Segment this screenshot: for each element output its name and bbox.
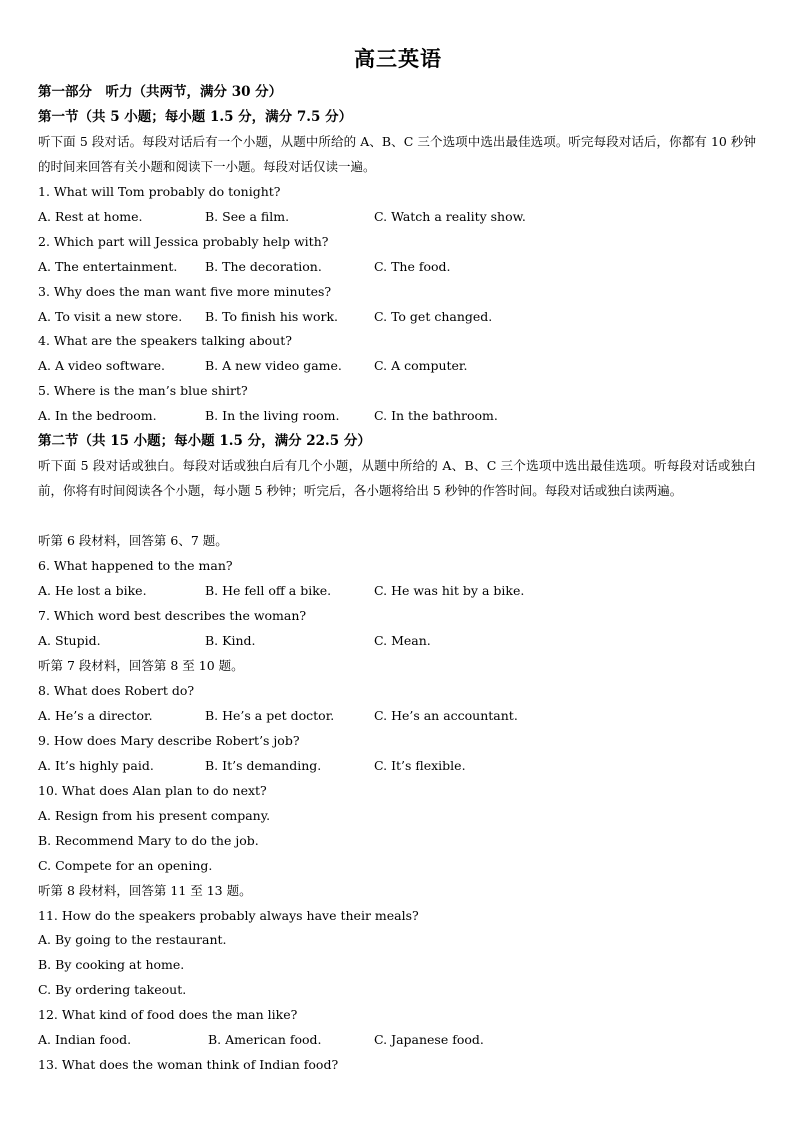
material-8-instruction: 听第 8 段材料，回答第 11 至 13 题。: [38, 883, 252, 898]
question-10-option-c: C. Compete for an opening.: [38, 858, 213, 873]
option-c: C. To get changed.: [374, 309, 493, 324]
material-6-instruction: 听第 6 段材料，回答第 6、7 题。: [38, 533, 228, 548]
question-6: 6. What happened to the man?: [38, 558, 233, 573]
part1-heading: 第一部分 听力（共两节，满分 30 分）: [38, 84, 283, 100]
option-b: B. The decoration.: [205, 259, 322, 274]
option-a: A. A video software.: [38, 358, 166, 373]
question-11-option-a: A. By going to the restaurant.: [38, 932, 227, 947]
question-11-option-c: C. By ordering takeout.: [38, 982, 187, 997]
question-12: 12. What kind of food does the man like?: [38, 1007, 298, 1022]
question-13: 13. What does the woman think of Indian food?: [38, 1057, 339, 1072]
question-5: 5. Where is the man’s blue shirt?: [38, 383, 248, 398]
option-a: A. He’s a director.: [38, 708, 153, 723]
option-b: B. It’s demanding.: [205, 758, 322, 773]
option-c: C. Mean.: [374, 633, 431, 648]
question-4: 4. What are the speakers talking about?: [38, 333, 292, 348]
question-1: 1. What will Tom probably do tonight?: [38, 184, 281, 199]
question-10-option-a: A. Resign from his present company.: [38, 808, 271, 823]
question-11: 11. How do the speakers probably always have their meals?: [38, 908, 419, 923]
option-b: B. He fell off a bike.: [205, 583, 332, 598]
option-a: A. He lost a bike.: [38, 583, 147, 598]
question-9: 9. How does Mary describe Robert’s job?: [38, 733, 300, 748]
question-7: 7. Which word best describes the woman?: [38, 608, 307, 623]
option-a: A. In the bedroom.: [38, 408, 157, 423]
option-b: B. Kind.: [205, 633, 256, 648]
option-a: A. Indian food.: [38, 1032, 132, 1047]
option-c: C. A computer.: [374, 358, 468, 373]
section1-heading: 第一节（共 5 小题；每小题 1.5 分，满分 7.5 分）: [38, 109, 353, 125]
option-b: B. To finish his work.: [205, 309, 339, 324]
question-10-option-b: B. Recommend Mary to do the job.: [38, 833, 259, 848]
question-2: 2. Which part will Jessica probably help with?: [38, 234, 329, 249]
option-a: A. To visit a new store.: [38, 309, 183, 324]
option-b: B. A new video game.: [205, 358, 342, 373]
section2-instructions: 听下面 5 段对话或独白。每段对话或独白后有几个小题，从题中所给的 A、B、C 三个选项中选出最佳选项。听每段对话或独白前，你将有时间阅读各个小题，每小题 5 秒钟；听完后，各小题将给出 5 秒钟的作答时间。每段对话或独白读两遍。: [38, 458, 756, 498]
question-8: 8. What does Robert do?: [38, 683, 195, 698]
page-title: 高三英语: [354, 46, 442, 71]
option-c: C. It’s flexible.: [374, 758, 466, 773]
option-c: C. Japanese food.: [374, 1032, 484, 1047]
option-a: A. It’s highly paid.: [38, 758, 154, 773]
material-7-instruction: 听第 7 段材料，回答第 8 至 10 题。: [38, 658, 244, 673]
option-b: B. He’s a pet doctor.: [205, 708, 335, 723]
option-b: B. In the living room.: [205, 408, 340, 423]
question-3: 3. Why does the man want five more minutes?: [38, 284, 332, 299]
section1-instructions: 听下面 5 段对话。每段对话后有一个小题，从题中所给的 A、B、C 三个选项中选出最佳选项。听完每段对话后，你都有 10 秒钟的时间来回答有关小题和阅读下一小题。每段对话仅读一遍。: [38, 134, 756, 174]
option-a: A. The entertainment.: [38, 259, 178, 274]
option-c: C. He’s an accountant.: [374, 708, 518, 723]
question-10: 10. What does Alan plan to do next?: [38, 783, 267, 798]
option-c: C. In the bathroom.: [374, 408, 498, 423]
option-c: C. He was hit by a bike.: [374, 583, 525, 598]
option-b: B. American food.: [208, 1032, 322, 1047]
section2-heading: 第二节（共 15 小题；每小题 1.5 分，满分 22.5 分）: [38, 433, 371, 449]
option-c: C. The food.: [374, 259, 451, 274]
option-c: C. Watch a reality show.: [374, 209, 526, 224]
option-a: A. Rest at home.: [38, 209, 143, 224]
option-b: B. See a film.: [205, 209, 290, 224]
question-11-option-b: B. By cooking at home.: [38, 957, 185, 972]
option-a: A. Stupid.: [38, 633, 101, 648]
